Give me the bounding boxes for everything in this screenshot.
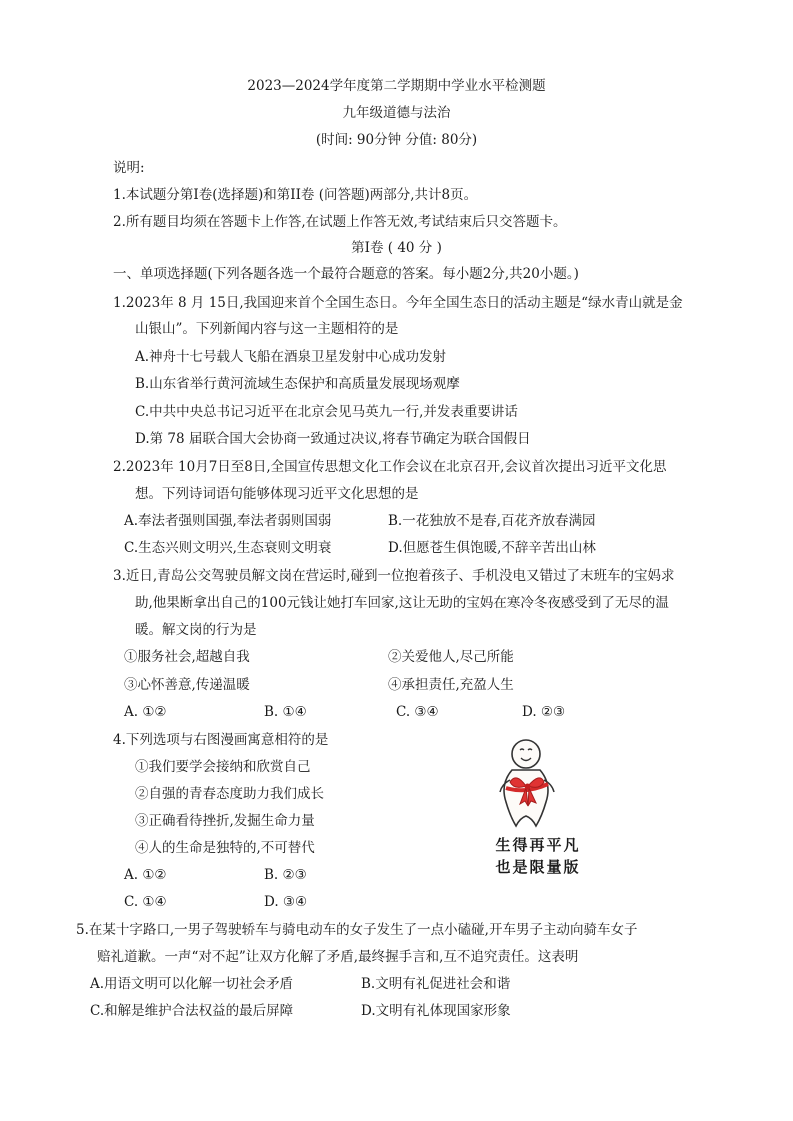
q3-option-a: A. ①② <box>124 704 167 720</box>
q3-option-d: D. ②③ <box>522 704 566 720</box>
q1-option-a: A.神舟十七号载人飞船在酒泉卫星发射中心成功发射 <box>135 349 447 365</box>
q1-stem: 1.2023年 8 月 15日,我国迎来首个全国生态日。今年全国生态日的活动主题是“绿水青山就是金 <box>113 295 683 311</box>
q5-option-a: A.用语文明可以化解一切社会矛盾 <box>90 976 294 992</box>
q2-option-b: B.一花独放不是春,百花齐放春满园 <box>388 513 596 529</box>
q4-option-b: B. ②③ <box>264 867 307 883</box>
q3-statement-1: ①服务社会,超越自我 <box>124 649 250 665</box>
q1-stem-cont: 山银山”。下列新闻内容与这一主题相符的是 <box>135 321 399 337</box>
q4-stem: 4.下列选项与右图漫画寓意相符的是 <box>113 732 329 748</box>
q5-option-c: C.和解是维护合法权益的最后屏障 <box>90 1003 294 1019</box>
exam-meta: (时间: 90分钟 分值: 80分) <box>315 132 478 148</box>
q2-stem: 2.2023年 10月7日至8日,全国宣传思想文化工作会议在北京召开,会议首次提出习近平文化思 <box>113 459 667 475</box>
q4-statement-1: ①我们要学会接纳和欣赏自己 <box>135 759 311 775</box>
q5-stem-cont: 赔礼道歉。一声“对不起”让双方化解了矛盾,最终握手言和,互不追究责任。这表明 <box>97 949 579 965</box>
q4-statement-2: ②自强的青春态度助力我们成长 <box>135 786 324 802</box>
q4-option-c: C. ①④ <box>124 894 167 910</box>
section-heading: 一、单项选择题(下列各题各选一个最符合题意的答案。每小题2分,共20小题。) <box>113 266 579 282</box>
q1-option-b: B.山东省举行黄河流域生态保护和高质量发展现场观摩 <box>135 376 460 392</box>
tooth-figure-icon <box>468 734 608 832</box>
q4-statement-3: ③正确看待挫折,发掘生命力量 <box>135 813 315 829</box>
q4-statement-4: ④人的生命是独特的,不可替代 <box>135 840 315 856</box>
instruction-item: 1.本试题分第Ⅰ卷(选择题)和第II卷 (问答题)两部分,共计8页。 <box>113 187 478 203</box>
q3-statement-2: ②关爱他人,尽己所能 <box>388 649 514 665</box>
q5-option-d: D.文明有礼体现国家形象 <box>361 1003 511 1019</box>
q2-option-d: D.但愿苍生俱饱暖,不辞辛苦出山林 <box>388 540 596 556</box>
q3-statement-3: ③心怀善意,传递温暖 <box>124 677 250 693</box>
q2-option-a: A.奉法者强则国强,奉法者弱则国弱 <box>124 513 332 529</box>
part1-title: 第Ⅰ卷 ( 40 分 ) <box>351 240 442 256</box>
q5-stem: 5.在某十字路口,一男子驾驶轿车与骑电动车的女子发生了一点小磕碰,开车男子主动向骑车女子 <box>76 922 638 938</box>
q1-option-c: C.中共中央总书记习近平在北京会见马英九一行,并发表重要讲话 <box>135 404 518 420</box>
cartoon-caption-1: 生得再平凡 <box>495 836 581 854</box>
q5-option-b: B.文明有礼促进社会和谐 <box>361 976 511 992</box>
exam-subject: 九年级道德与法治 <box>342 105 451 121</box>
q4-option-d: D. ③④ <box>264 894 308 910</box>
cartoon-caption-2: 也是限量版 <box>495 858 581 876</box>
q3-stem-cont: 暖。解文岗的行为是 <box>135 622 257 638</box>
q1-option-d: D.第 78 届联合国大会协商一致通过决议,将春节确定为联合国假日 <box>135 431 531 447</box>
exam-title: 2023—2024学年度第二学期期中学业水平检测题 <box>247 78 546 94</box>
q3-option-b: B. ①④ <box>264 704 307 720</box>
q2-stem-cont: 想。下列诗词语句能够体现习近平文化思想的是 <box>135 486 419 502</box>
q3-stem-cont: 助,他果断拿出自己的100元钱让她打车回家,这让无助的宝妈在寒冷冬夜感受到了无尽的温 <box>135 595 669 611</box>
q4-option-a: A. ①② <box>124 867 167 883</box>
q2-option-c: C.生态兴则文明兴,生态衰则文明衰 <box>124 540 332 556</box>
instructions-label: 说明: <box>113 160 145 176</box>
q3-stem: 3.近日,青岛公交驾驶员解文岗在营运时,碰到一位抱着孩子、手机没电又错过了末班车的宝妈求 <box>113 568 675 584</box>
q3-statement-4: ④承担责任,充盈人生 <box>388 677 514 693</box>
instruction-item: 2.所有题目均须在答题卡上作答,在试题上作答无效,考试结束后只交答题卡。 <box>113 214 567 230</box>
cartoon-illustration <box>468 734 608 884</box>
q3-option-c: C. ③④ <box>396 704 439 720</box>
